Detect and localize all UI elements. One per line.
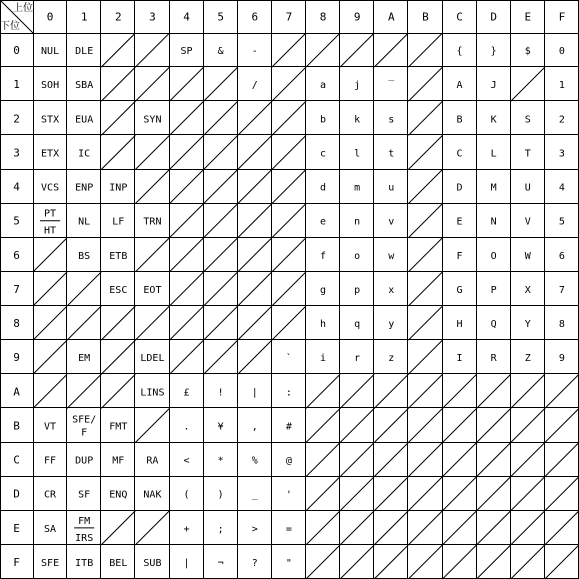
cell-label: P xyxy=(490,284,497,296)
cell-label: LINS xyxy=(140,387,165,399)
column-header: 8 xyxy=(319,10,327,24)
cell-label: W xyxy=(524,250,531,262)
row-header: 4 xyxy=(13,180,20,194)
row-header: E xyxy=(13,521,20,535)
cell-label: D xyxy=(456,182,463,194)
cell-label: £ xyxy=(183,387,190,399)
cell-label: x xyxy=(388,284,395,296)
cell-label: * xyxy=(217,455,224,467)
cell-label: FMT xyxy=(109,421,128,433)
cell-label: X xyxy=(524,284,531,296)
row-header: 8 xyxy=(13,317,20,331)
cell-label: Y xyxy=(524,319,531,331)
cell-label: i xyxy=(320,353,327,365)
cell-label: p xyxy=(354,284,361,296)
cell-label: I xyxy=(456,353,463,365)
cell-label: c xyxy=(320,148,327,160)
cell-label: 9 xyxy=(558,353,565,365)
cell-label: e xyxy=(320,216,327,228)
cell-label: ( xyxy=(183,489,190,501)
cell-label: O xyxy=(490,250,497,262)
column-header: C xyxy=(456,10,463,24)
cell-label: ENP xyxy=(75,182,94,194)
column-header: 0 xyxy=(46,10,54,24)
column-header: D xyxy=(490,10,497,24)
row-header: B xyxy=(13,419,20,433)
cell-label: NAK xyxy=(143,489,162,501)
split-cell-bottom: IRS xyxy=(75,532,94,544)
cell-label-line2: F xyxy=(81,427,88,439)
cell-label: V xyxy=(524,216,531,228)
cell-label: 8 xyxy=(558,319,565,331)
cell-label: , xyxy=(251,421,258,433)
column-header: 1 xyxy=(80,10,88,24)
cell-label: d xyxy=(320,182,327,194)
cell-label: 3 xyxy=(558,148,565,160)
cell-label: ` xyxy=(285,353,292,365)
cell-label: NL xyxy=(78,216,91,228)
cell-label: EM xyxy=(78,353,91,365)
cell-label: q xyxy=(354,319,361,331)
cell-label: BEL xyxy=(109,557,128,569)
cell-label: 0 xyxy=(558,46,565,58)
cell-label: b xyxy=(320,114,327,126)
cell-label: w xyxy=(388,250,395,262)
cell-label: B xyxy=(456,114,463,126)
row-header: C xyxy=(13,453,20,467)
cell-label: t xyxy=(388,148,395,160)
cell-label: MF xyxy=(112,455,125,467)
row-header: 2 xyxy=(13,112,20,126)
cell-label: INP xyxy=(109,182,128,194)
row-header: A xyxy=(13,385,20,399)
column-header: 6 xyxy=(251,10,259,24)
cell-label: SOH xyxy=(41,80,60,92)
cell-label: L xyxy=(490,148,497,160)
cell-label: T xyxy=(524,148,531,160)
cell-label: | xyxy=(251,387,258,399)
corner-upper-label: 上位 xyxy=(13,3,33,14)
cell-label: Q xyxy=(490,319,497,331)
row-header: 9 xyxy=(13,351,20,365)
column-header: 5 xyxy=(217,10,224,24)
cell-label: k xyxy=(354,114,361,126)
row-header: 0 xyxy=(13,44,20,58)
cell-label: STX xyxy=(41,114,60,126)
cell-label: SYN xyxy=(143,114,162,126)
cell-label: ; xyxy=(217,523,224,535)
cell-label: a xyxy=(320,80,327,92)
split-cell-top: FM xyxy=(78,515,91,527)
cell-label: % xyxy=(251,455,258,467)
cell-label: ‾ xyxy=(388,80,395,92)
cell-label: ¥ xyxy=(217,421,224,433)
cell-label: N xyxy=(490,216,497,228)
cell-label: CR xyxy=(44,489,57,501)
cell-label: Z xyxy=(524,353,531,365)
cell-label-line1: SFE/ xyxy=(72,414,97,426)
cell-label: NUL xyxy=(41,46,60,58)
cell-label: LF xyxy=(112,216,125,228)
cell-label: o xyxy=(354,250,361,262)
cell-label: . xyxy=(183,421,190,433)
cell-label: ' xyxy=(285,489,292,501)
cell-label: : xyxy=(285,387,292,399)
cell-label: BS xyxy=(78,250,91,262)
cell-label: z xyxy=(388,353,395,365)
cell-label: 5 xyxy=(558,216,565,228)
cell-label: H xyxy=(456,319,463,331)
cell-label: @ xyxy=(285,455,292,467)
row-header: 3 xyxy=(13,146,20,160)
cell-label: VCS xyxy=(41,182,60,194)
cell-label: A xyxy=(456,80,463,92)
cell-label: F xyxy=(456,250,463,262)
cell-label: SBA xyxy=(75,80,94,92)
cell-label: ) xyxy=(217,489,224,501)
cell-label: SA xyxy=(44,523,57,535)
cell-label: J xyxy=(490,80,497,92)
cell-label: + xyxy=(183,523,190,535)
cell-label: R xyxy=(490,353,497,365)
cell-label: DUP xyxy=(75,455,94,467)
row-header: 7 xyxy=(13,282,20,296)
cell-label: 6 xyxy=(558,250,565,262)
split-cell-top: PT xyxy=(44,208,57,220)
cell-label: ETX xyxy=(41,148,60,160)
cell-label: E xyxy=(456,216,463,228)
cell-label: h xyxy=(320,319,327,331)
cell-label: 1 xyxy=(558,80,565,92)
row-header: F xyxy=(13,555,20,569)
cell-label: - xyxy=(251,46,258,58)
row-header: 5 xyxy=(13,214,20,228)
cell-label: RA xyxy=(146,455,159,467)
cell-label: g xyxy=(320,284,327,296)
cell-label: TRN xyxy=(143,216,162,228)
cell-label: l xyxy=(354,148,361,160)
cell-label: LDEL xyxy=(140,353,165,365)
cell-label: ! xyxy=(217,387,224,399)
cell-label: u xyxy=(388,182,395,194)
row-header: 6 xyxy=(13,248,20,262)
cell-label: SFE xyxy=(41,557,60,569)
cell-label: < xyxy=(183,455,190,467)
cell-label: / xyxy=(251,80,258,92)
column-header: E xyxy=(524,10,532,24)
row-header: 1 xyxy=(13,78,20,92)
column-header: F xyxy=(558,10,566,24)
row-header: D xyxy=(13,487,20,501)
cell-label: ? xyxy=(251,557,258,569)
cell-label: FF xyxy=(44,455,57,467)
split-cell-bottom: HT xyxy=(44,225,57,237)
cell-label: M xyxy=(490,182,497,194)
cell-label: m xyxy=(354,182,361,194)
cell-label: } xyxy=(490,46,497,58)
cell-label: = xyxy=(285,523,292,535)
cell-label: n xyxy=(354,216,361,228)
cell-label: DLE xyxy=(75,46,94,58)
cell-label: ¬ xyxy=(217,557,224,569)
cell-label: 7 xyxy=(558,284,565,296)
cell-label: EUA xyxy=(75,114,94,126)
cell-label: SP xyxy=(180,46,193,58)
column-header: 2 xyxy=(115,10,122,24)
cell-label: > xyxy=(251,523,258,535)
cell-label: G xyxy=(456,284,463,296)
cell-label: K xyxy=(490,114,497,126)
column-header: 7 xyxy=(285,10,293,24)
cell-label: v xyxy=(388,216,395,228)
column-header: 9 xyxy=(353,10,361,24)
cell-label: y xyxy=(388,319,395,331)
cell-label: 4 xyxy=(558,182,565,194)
cell-label: ETB xyxy=(109,250,128,262)
cell-label: C xyxy=(456,148,463,160)
cell-label: | xyxy=(183,557,190,569)
cell-label: 2 xyxy=(558,114,565,126)
cell-label: ESC xyxy=(109,284,128,296)
cell-label: ITB xyxy=(75,557,94,569)
cell-label: S xyxy=(524,114,531,126)
column-header: B xyxy=(422,10,429,24)
cell-label: U xyxy=(524,182,531,194)
cell-label: ENQ xyxy=(109,489,128,501)
cell-label: _ xyxy=(251,489,258,501)
cell-label: IC xyxy=(78,148,91,160)
cell-label: SF xyxy=(78,489,91,501)
column-header: 4 xyxy=(183,10,190,24)
cell-label: EOT xyxy=(143,284,162,296)
cell-label: r xyxy=(354,353,361,365)
cell-label: " xyxy=(285,557,292,569)
cell-label: # xyxy=(285,421,292,433)
cell-label: j xyxy=(354,80,361,92)
column-header: A xyxy=(388,10,395,24)
cell-label: SUB xyxy=(143,557,162,569)
cell-label: $ xyxy=(524,46,531,58)
column-header: 3 xyxy=(149,10,156,24)
cell-label: & xyxy=(217,46,224,58)
cell-label: s xyxy=(388,114,395,126)
cell-label: f xyxy=(320,250,327,262)
cell-label: { xyxy=(456,46,463,58)
cell-label: VT xyxy=(44,421,57,433)
corner-lower-label: 下位 xyxy=(0,21,20,32)
